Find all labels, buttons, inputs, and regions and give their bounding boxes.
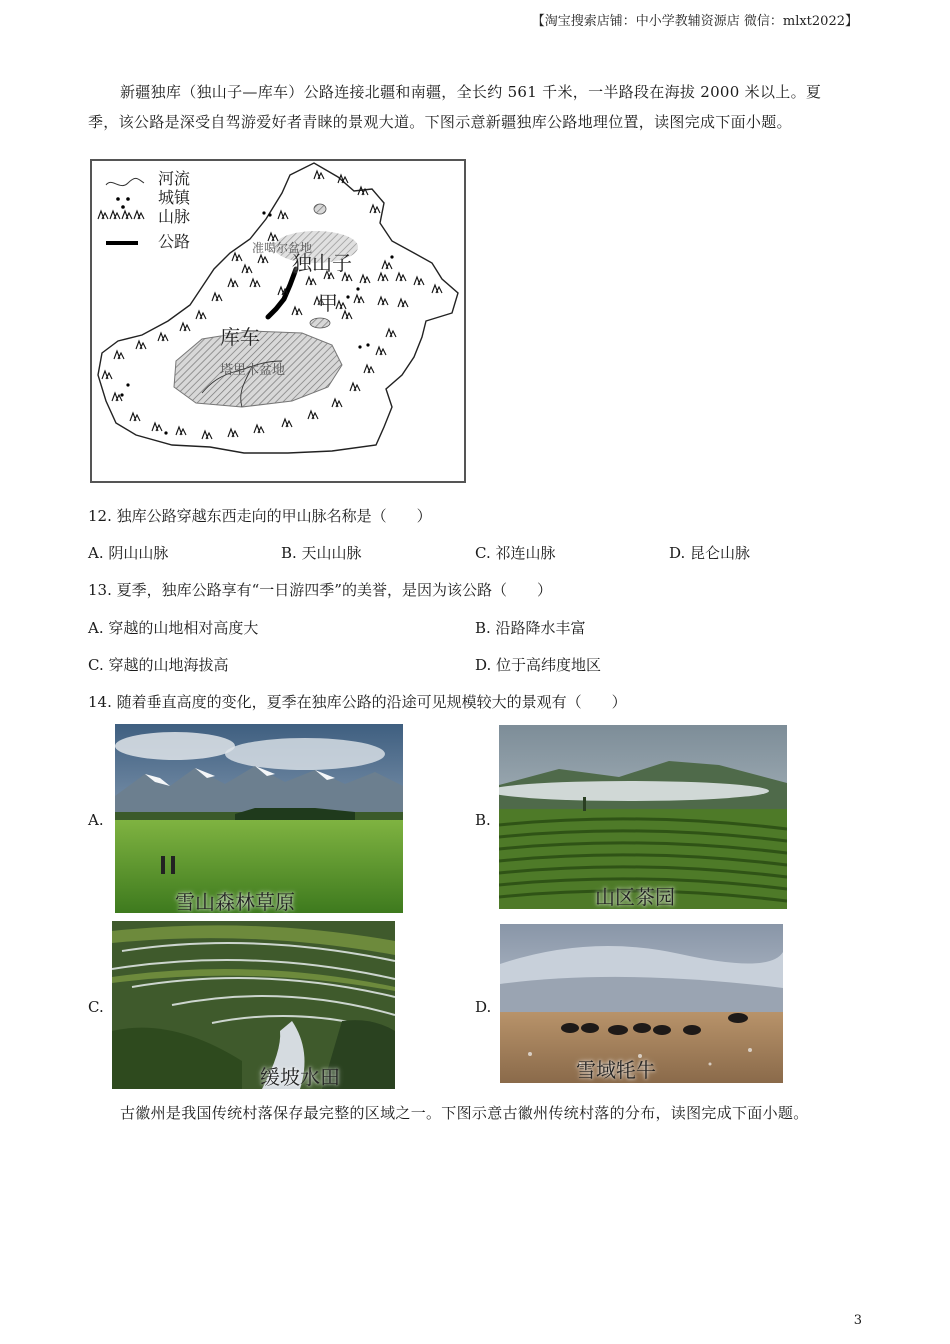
legend-river: 河流 <box>158 169 191 188</box>
outro-paragraph: 古徽州是我国传统村落保存最完整的区域之一。下图示意古徽州传统村落的分布，读图完成下面小题。 <box>120 1104 809 1122</box>
intro-line-2: 季，该公路是深受自驾游爱好者青睐的景观大道。下图示意新疆独库公路地理位置，读图完成下面小题。 <box>88 113 792 131</box>
q14-option-d-letter: D. <box>475 998 492 1016</box>
caption-d: 雪域牦牛 <box>576 1058 656 1082</box>
q12-option-d: D. 昆仑山脉 <box>669 544 751 562</box>
legend-labels <box>158 169 190 251</box>
caption-a: 雪山森林草原 <box>175 890 295 913</box>
question-13: 13. 夏季，独库公路享有“一日游四季”的美誉，是因为该公路（ ） <box>88 581 552 599</box>
q14-option-a-letter: A. <box>88 811 104 829</box>
question-14: 14. 随着垂直高度的变化，夏季在独库公路的沿途可见规模较大的景观有（ ） <box>88 693 627 711</box>
q13-option-c: C. 穿越的山地海拔高 <box>88 656 229 674</box>
question-12: 12. 独库公路穿越东西走向的甲山脉名称是（ ） <box>88 507 432 525</box>
legend-town: 城镇 <box>158 188 191 207</box>
q12-option-a: A. 阴山山脉 <box>88 544 169 562</box>
xinjiang-map <box>90 159 466 483</box>
caption-c: 缓坡水田 <box>260 1065 340 1089</box>
page-header: 【淘宝搜索店铺：中小学教辅资源店 微信：mlxt2022】 <box>531 14 858 29</box>
label-tarim: 塔里木盆地 <box>220 363 286 378</box>
photo-snowland-yak <box>500 924 783 1083</box>
intro-paragraph <box>88 77 868 137</box>
page-number: 3 <box>853 1313 862 1328</box>
legend-road: 公路 <box>158 232 191 251</box>
label-junggar: 准噶尔盆地 <box>252 241 313 255</box>
label-dushanzi: 独山子 <box>292 251 352 275</box>
q13-option-d: D. 位于高纬度地区 <box>475 656 602 674</box>
intro-line-1: 新疆独库（独山子—库车）公路连接北疆和南疆，全长约 561 千米，一半路段在海拔 2000 米以上。夏 <box>120 83 822 101</box>
map-drawing <box>92 161 464 481</box>
q12-option-b: B. 天山山脉 <box>281 544 362 562</box>
q12-option-c: C. 祁连山脉 <box>475 544 556 562</box>
label-kuche: 库车 <box>220 325 260 349</box>
label-jia: 甲 <box>318 291 338 315</box>
q13-option-a: A. 穿越的山地相对高度大 <box>88 619 259 637</box>
map-legend <box>98 178 144 245</box>
photo-terraced-paddy <box>112 921 395 1089</box>
caption-b: 山区茶园 <box>595 885 675 909</box>
photo-snow-mountain-grassland <box>115 724 403 913</box>
legend-mountain: 山脉 <box>158 207 191 226</box>
q14-option-b-letter: B. <box>475 811 491 829</box>
q13-option-b: B. 沿路降水丰富 <box>475 619 586 637</box>
photo-mountain-tea-garden <box>499 725 787 909</box>
q14-option-c-letter: C. <box>88 998 104 1016</box>
